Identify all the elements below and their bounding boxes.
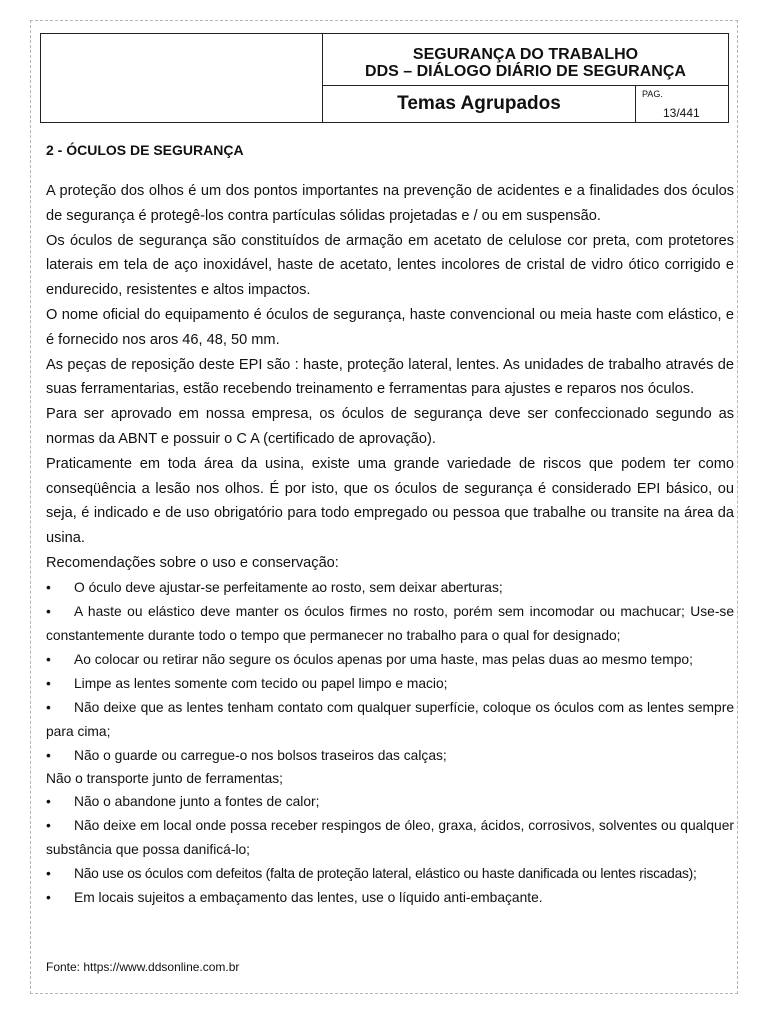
list-item-text: Não deixe em local onde possa receber respingos de óleo, graxa, ácidos, corrosivos, solventes ou qualquer substância que possa danificá-lo;: [46, 817, 734, 857]
page-label: PAG.: [642, 89, 663, 99]
paragraph: Os óculos de segurança são constituídos de armação em acetato de celulose cor preta, com protetores laterais em tela de aço inoxidável, haste de acetato, lentes incolores de cristal de vidro ótico corrigido e endurecido, resistentes e altos impactos.: [46, 232, 734, 299]
paragraph: Praticamente em toda área da usina, existe uma grande variedade de riscos que podem ter como conseqüência a lesão nos olhos. É por isto, que os óculos de segurança é considerado EPI básico, ou seja, é indicado e de uso obrigatório para todo empregado ou pessoa que trabalhe ou transite na área da usina.: [46, 455, 734, 547]
recommendations-list-continued: [46, 790, 734, 910]
list-item: [46, 648, 734, 672]
list-item: [46, 814, 734, 862]
bullet-icon: •: [46, 579, 51, 595]
bullet-icon: •: [46, 793, 51, 809]
list-item-text: Não use os óculos com defeitos (falta de proteção lateral, elástico ou haste danificada ou lentes riscadas);: [74, 865, 697, 881]
bullet-icon: •: [46, 889, 51, 905]
bullet-icon: •: [46, 603, 51, 619]
paragraph: A proteção dos olhos é um dos pontos importantes na prevenção de acidentes e a finalidades dos óculos de segurança é protegê-los contra partículas sólidas projetadas e / ou em suspensão.: [46, 183, 734, 224]
list-item-text: Não deixe que as lentes tenham contato com qualquer superfície, coloque os óculos com as lentes sempre para cima;: [46, 699, 734, 739]
bullet-icon: •: [46, 747, 51, 763]
header-title: SEGURANÇA DO TRABALHO: [412, 46, 639, 63]
document-body: [46, 138, 734, 910]
bullet-icon: •: [46, 699, 51, 715]
list-item: [46, 696, 734, 744]
list-item: [46, 790, 734, 814]
bullet-icon: •: [46, 817, 51, 833]
paragraph: O nome oficial do equipamento é óculos de segurança, haste convencional ou meia haste com elástico, e é fornecido nos aros 46, 48, 50 mm.: [46, 306, 734, 348]
header-theme: Temas Agrupados: [323, 86, 636, 122]
list-item-text: Em locais sujeitos a embaçamento das lentes, use o líquido anti-embaçante.: [74, 889, 543, 905]
header-logo-cell: [41, 34, 323, 122]
list-item-text: A haste ou elástico deve manter os óculos firmes no rosto, porém sem incomodar ou machucar; Use-se constantemente durante todo o tempo que permanecer no trabalho para o qual for designado;: [46, 603, 734, 643]
header-subtitle: DDS – DIÁLOGO DIÁRIO DE SEGURANÇA: [365, 63, 686, 80]
bullet-icon: •: [46, 651, 51, 667]
list-item: [46, 576, 734, 600]
list-item: [46, 862, 734, 886]
bullet-icon: •: [46, 865, 51, 881]
source-footer: Fonte: https://www.ddsonline.com.br: [46, 960, 240, 974]
list-item-text: Não o abandone junto a fontes de calor;: [74, 793, 320, 809]
list-item: [46, 672, 734, 696]
list-plain-line: Não o transporte junto de ferramentas;: [46, 770, 283, 786]
paragraph: Para ser aprovado em nossa empresa, os óculos de segurança deve ser confeccionado segundo as normas da ABNT e possuir o C A (certificado de aprovação).: [46, 406, 734, 447]
list-item-text: Ao colocar ou retirar não segure os óculos apenas por uma haste, mas pelas duas ao mesmo tempo;: [74, 651, 693, 667]
list-item: [46, 886, 734, 910]
recommendations-lead: Recomendações sobre o uso e conservação:: [46, 554, 339, 571]
section-title: 2 - ÓCULOS DE SEGURANÇA: [46, 142, 244, 158]
recommendations-list: [46, 576, 734, 768]
list-item-text: Não o guarde ou carregue-o nos bolsos traseiros das calças;: [74, 747, 447, 763]
bullet-icon: •: [46, 675, 51, 691]
list-item-text: Limpe as lentes somente com tecido ou papel limpo e macio;: [74, 675, 448, 691]
header-title-cell: [323, 34, 728, 86]
document-header: [40, 33, 729, 123]
list-item-text: O óculo deve ajustar-se perfeitamente ao rosto, sem deixar aberturas;: [74, 579, 503, 595]
page-number: 13/441: [663, 106, 700, 120]
list-item: [46, 600, 734, 648]
paragraph: As peças de reposição deste EPI são : haste, proteção lateral, lentes. As unidades de trabalho através de suas ferramentarias, estão recebendo treinamento e ferramentas para ajustes e reparos nos óculos.: [46, 356, 734, 398]
list-item: [46, 744, 734, 768]
